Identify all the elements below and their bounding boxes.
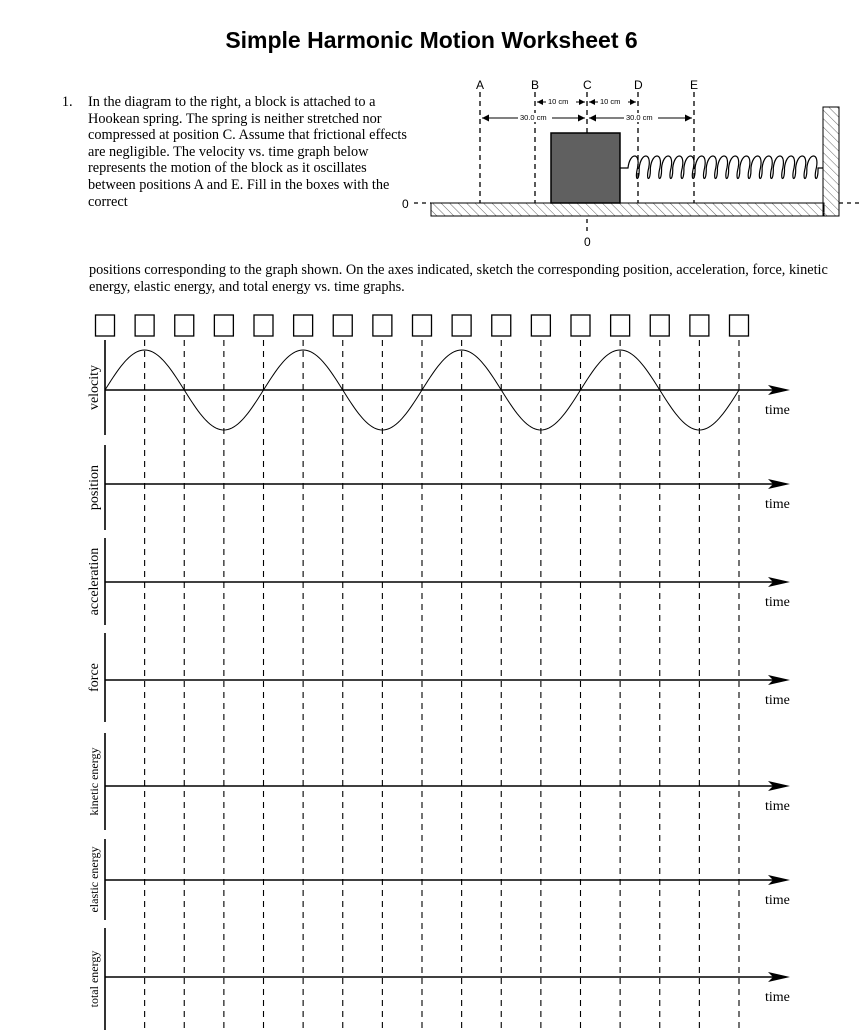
distance-label-bc: 10 cm: [548, 97, 569, 106]
answer-box[interactable]: [294, 315, 313, 336]
worksheet-title: Simple Harmonic Motion Worksheet 6: [225, 27, 638, 53]
position-label-d: D: [634, 78, 643, 92]
answer-box[interactable]: [611, 315, 630, 336]
answer-box[interactable]: [96, 315, 115, 336]
answer-box[interactable]: [373, 315, 392, 336]
kinetic-energy-time-label: time: [765, 799, 790, 814]
acceleration-axis-label: acceleration: [87, 547, 102, 616]
answer-box[interactable]: [214, 315, 233, 336]
answer-box[interactable]: [730, 315, 749, 336]
question-number: 1.: [61, 94, 73, 110]
position-time-label: time: [765, 497, 790, 512]
force-time-label: time: [765, 693, 790, 708]
floor-icon: [431, 203, 824, 216]
position-label-e: E: [690, 78, 699, 92]
distance-label-cd: 10 cm: [600, 97, 621, 106]
answer-box[interactable]: [135, 315, 154, 336]
time-gridlines: [145, 340, 739, 1030]
elastic-energy-time-label: time: [765, 893, 790, 908]
answer-box-row: [96, 315, 749, 336]
zero-label-bottom: 0: [584, 235, 591, 249]
question-text-part1: In the diagram to the right, a block is attached to a Hookean spring. The spring is neither stretched nor compressed at position C. Assume that frictional effects are negligible. The velocity vs. time graph below represents the motion of the block as it oscillates between positions A and E. Fill in the boxes with the correct: [88, 94, 407, 210]
position-axis-label: position: [87, 464, 102, 511]
position-label-c: C: [583, 78, 592, 92]
velocity-time-label: time: [765, 403, 790, 418]
answer-box[interactable]: [492, 315, 511, 336]
answer-box[interactable]: [690, 315, 709, 336]
answer-box[interactable]: [571, 315, 590, 336]
answer-box[interactable]: [175, 315, 194, 336]
elastic-energy-axis-label: elastic energy: [87, 846, 101, 913]
velocity-axis-label: velocity: [87, 364, 102, 411]
distance-label-ce: 30.0 cm: [626, 113, 653, 122]
answer-box[interactable]: [650, 315, 669, 336]
acceleration-time-label: time: [765, 595, 790, 610]
wall-icon: [823, 107, 839, 216]
force-axis-label: force: [87, 663, 102, 692]
distance-label-ac: 30.0 cm: [520, 113, 547, 122]
block-icon: [551, 133, 620, 203]
zero-label-left: 0: [402, 197, 409, 211]
position-label-b: B: [531, 78, 540, 92]
answer-box[interactable]: [333, 315, 352, 336]
answer-box[interactable]: [254, 315, 273, 336]
total-energy-axis-label: total energy: [87, 950, 101, 1008]
total-energy-time-label: time: [765, 990, 790, 1005]
answer-box[interactable]: [413, 315, 432, 336]
graph-axes: [87, 340, 790, 1030]
kinetic-energy-axis-label: kinetic energy: [87, 747, 101, 816]
answer-box[interactable]: [452, 315, 471, 336]
question-text-part2: positions corresponding to the graph shown. On the axes indicated, sketch the corresponding position, acceleration, force, kinetic energy, elastic energy, and total energy vs. time graphs.: [89, 262, 828, 295]
spring-block-diagram: [402, 78, 860, 249]
answer-box[interactable]: [531, 315, 550, 336]
spring-icon: [620, 156, 823, 179]
position-label-a: A: [476, 78, 485, 92]
